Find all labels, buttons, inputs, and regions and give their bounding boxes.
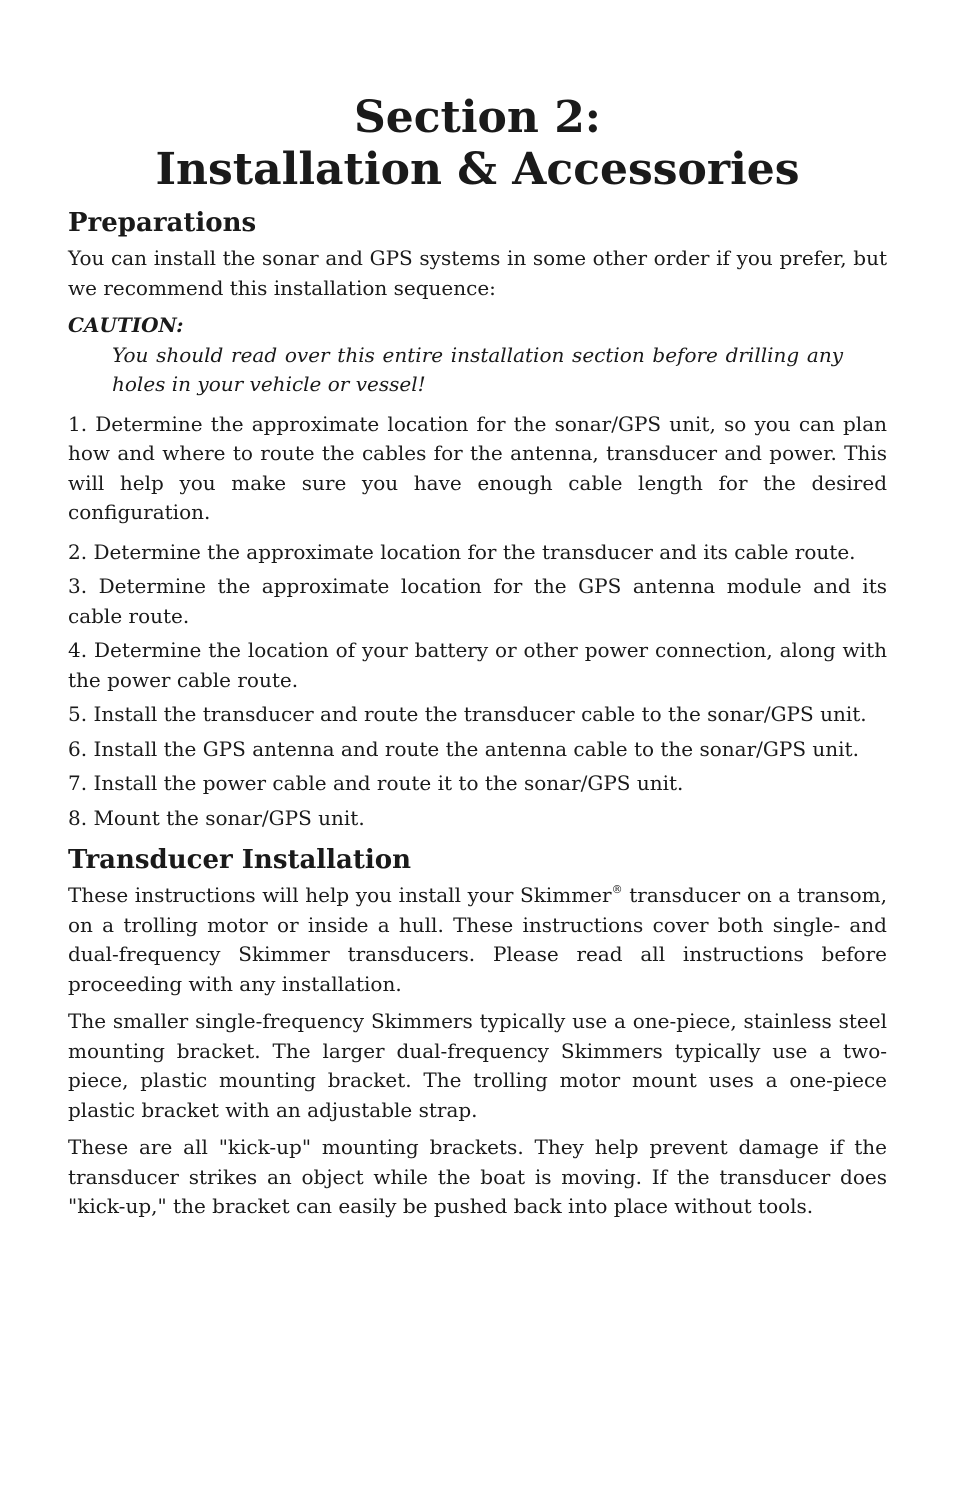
transducer-heading: Transducer Installation — [68, 845, 412, 875]
section-title-line-2: Installation & Accessories — [155, 144, 800, 195]
step-7: 7. Install the power cable and route it to the sonar/GPS unit. — [68, 771, 684, 795]
step-6: 6. Install the GPS antenna and route the antenna cable to the sonar/GPS unit. — [68, 736, 859, 761]
transducer-para-2: The smaller single-frequency Skimmers typically use a one-piece, stainless steel mounting bracket. The larger dual-frequency Skimmers typically use a two-piece, plastic mounting bracket. The trolling motor mount uses a one-piece plastic bracket with an adjustable strap. — [68, 1009, 887, 1122]
section-title-line-1: Section 2: — [353, 92, 602, 143]
step-2: 2. Determine the approximate location for the transducer and its cable route. — [68, 539, 856, 564]
transducer-para-3: These are all "kick-up" mounting brackets. They help prevent damage if the transducer strikes an object while the boat is moving. If the transducer does "kick-up," the bracket can easily be pushed back into place without tools. — [68, 1135, 887, 1218]
step-1: 1. Determine the approximate location for the sonar/GPS unit, so you can plan how and where to route the cables for the antenna, transducer and power. This will help you make sure you have enough cable length for the desired configuration. — [68, 411, 887, 524]
transducer-para-1 — [68, 881, 887, 999]
caution-text: You should read over this entire installation section before drilling any holes in your vehicle or vessel! — [112, 342, 843, 396]
step-8: 8. Mount the sonar/GPS unit. — [68, 805, 365, 830]
step-3: 3. Determine the approximate location for the GPS antenna module and its cable route. — [68, 574, 887, 628]
section-title — [68, 92, 887, 196]
installation-steps — [68, 410, 887, 834]
preparations-heading: Preparations — [68, 208, 257, 238]
caution-label: CAUTION: — [68, 313, 184, 337]
step-4: 4. Determine the location of your battery or other power connection, along with the power cable route. — [68, 638, 887, 692]
manual-page — [68, 92, 887, 1230]
registered-mark: ® — [611, 883, 623, 896]
step-5: 5. Install the transducer and route the transducer cable to the sonar/GPS unit. — [68, 702, 867, 726]
preparations-intro: You can install the sonar and GPS systems in some other order if you prefer, but we recommend this installation sequence: — [68, 246, 887, 300]
transducer-para-1-end: transducer on a transom, on a trolling motor or inside a hull. These instructions cover both single- and dual-frequency Skimmer transducers. Please read all instructions before proceeding with any installation. — [68, 883, 887, 996]
transducer-para-1-start: These instructions will help you install your Skimmer — [68, 883, 612, 907]
